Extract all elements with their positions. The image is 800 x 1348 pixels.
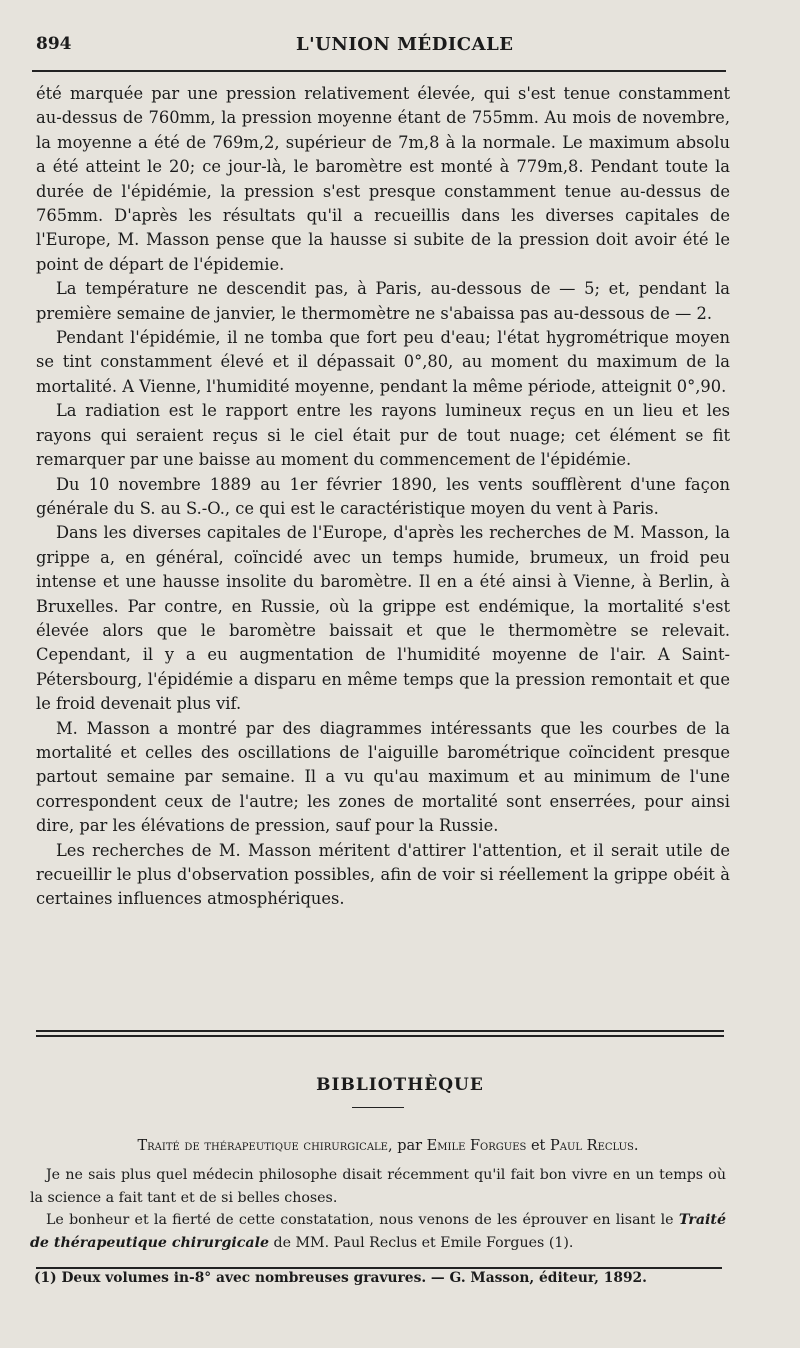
by-word: par [392,1138,427,1154]
running-title: L'UNION MÉDICALE [296,34,514,55]
review-text-start: Le bonheur et la fierté de cette constatation, nous venons de les éprouver en lisant le [46,1212,679,1228]
review-text [30,1164,726,1254]
book-title: Traité de thérapeutique chirurgicale, [137,1138,393,1154]
book-title-italic: Traité de thérapeutique chirurgicale [30,1212,726,1251]
paragraph: Les recherches de M. Masson méritent d'attirer l'attention, et il serait utile de recueillir le plus d'observation possibles, afin de voir si réellement la grippe obéit à certaines influences atmosphériques. [36,840,730,909]
and-word: et [526,1138,550,1154]
section-divider-bottom [36,1035,724,1037]
paragraph: M. Masson a montré par des diagrammes intéressants que les courbes de la mortalité et celles des oscillations de l'aiguille barométrique coïncident presque partout semaine par semaine. Il a vu qu'au maximum et au minimum de l'une correspondent ceux de l'autre; les zones de mortalité sont enserrées, pour ainsi dire, par les élévations de pression, sauf pour la Russie. [36,718,730,836]
author-name: Emile Forgues [426,1138,527,1154]
section-divider-top [36,1030,724,1032]
title-underline [352,1107,404,1108]
section-title: BIBLIOTHÈQUE [316,1075,484,1095]
paragraph: Dans les diverses capitales de l'Europe, d'après les recherches de M. Masson, la grippe a, en général, coïncidé avec un temps humide, brumeux, un froid peu intense et une hausse insolite du baromètre. Il en a été ainsi à Vienne, à Berlin, à Bruxelles. Par contre, en Russie, où la grippe est endémique, la mortalité s'est élevée alors que le baromètre baissait et que le thermomètre se relevait. Cependant, il y a eu augmentation de l'humidité moyenne de l'air. A Saint-Pétersbourg, l'épidémie a disparu en même temps que la pression remontait et que le froid devenait plus vif. [36,523,730,714]
footnote-rule [36,1267,722,1269]
review-paragraph [30,1209,726,1254]
page-header [36,30,726,62]
header-rule [32,70,726,72]
page-number: 894 [36,34,72,54]
review-paragraph: Je ne sais plus quel médecin philosophe disait récemment qu'il fait bon vivre en un temps où la science a fait tant et de si belles choses. [30,1167,726,1206]
paragraph: Du 10 novembre 1889 au 1er février 1890, les vents soufflèrent d'une façon générale du S. au S.-O., ce qui est le caractéristique moyen du vent à Paris. [36,474,730,518]
paragraph: La température ne descendit pas, à Paris, au-dessous de — 5; et, pendant la première semaine de janvier, le thermomètre ne s'abaissa pas au-dessous de — 2. [36,279,730,323]
footnote: (1) Deux volumes in-8° avec nombreuses gravures. — G. Masson, éditeur, 1892. [34,1270,647,1286]
article-body [36,82,730,912]
paragraph: Pendant l'épidémie, il ne tomba que fort peu d'eau; l'état hygrométrique moyen se tint constamment élevé et il dépassait 0°,80, au moment du maximum de la mortalité. A Vienne, l'humidité moyenne, pendant la même période, atteignit 0°,90. [36,328,730,396]
author-name: Paul Reclus. [550,1138,639,1154]
book-reference [36,1138,740,1154]
review-text-end: de MM. Paul Reclus et Emile Forgues (1). [269,1234,574,1251]
paragraph: été marquée par une pression relativement élevée, qui s'est tenue constamment au-dessus de 760mm, la pression moyenne étant de 755mm. Au mois de novembre, la moyenne a été de 769m,2, supérieur de 7m,8 à la normale. Le maximum absolu a été atteint le 20; ce jour-là, le baromètre est monté à 779m,8. Pendant toute la durée de l'épidémie, la pression s'est presque constamment tenue au-dessus de 765mm. D'après les résultats qu'il a recueillis dans les diverses capitales de l'Europe, M. Masson pense que la hausse si subite de la pression doit avoir été le point de départ de l'épidemie. [36,84,730,274]
paragraph: La radiation est le rapport entre les rayons lumineux reçus en un lieu et les rayons qui seraient reçus si le ciel était pur de tout nuage; cet élément se fit remarquer par une baisse au moment du commencement de l'épidémie. [36,401,730,470]
